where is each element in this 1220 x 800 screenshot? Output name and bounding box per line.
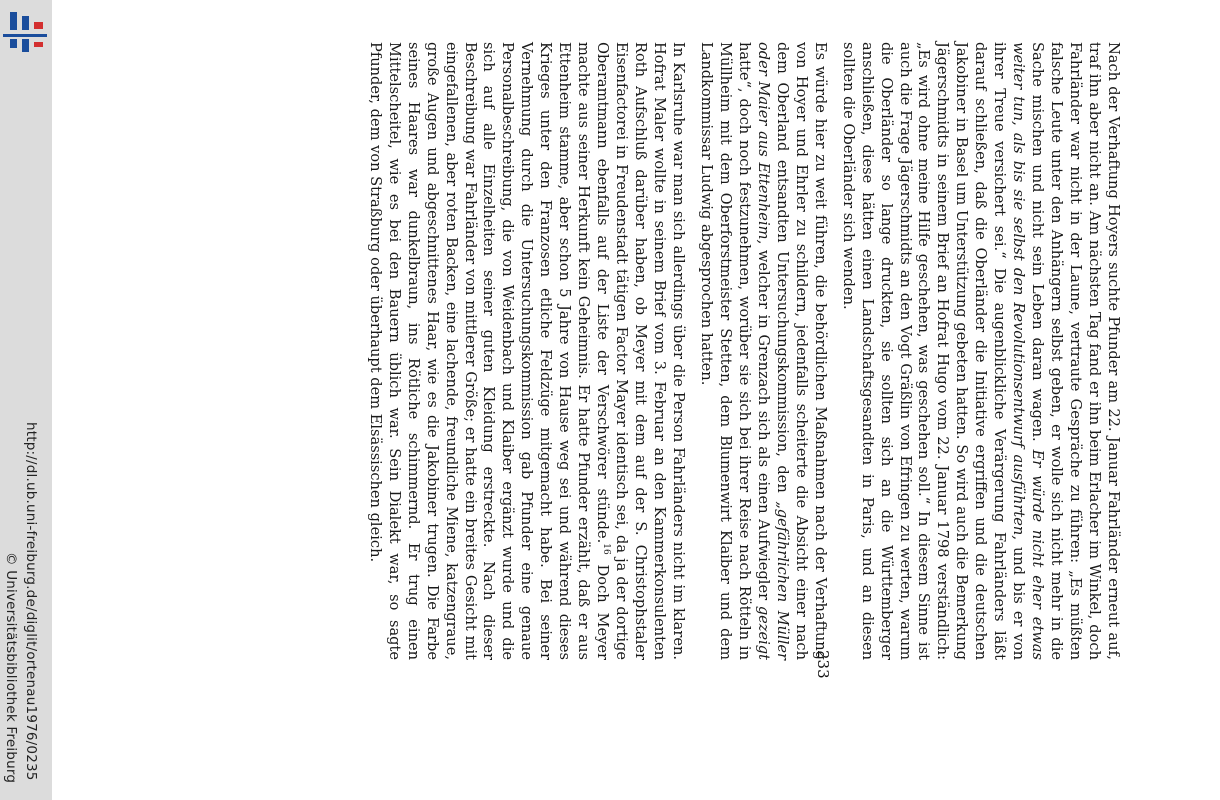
logo-graphic <box>3 12 47 52</box>
body-text <box>356 42 1122 660</box>
ub-freiburg-logo-icon <box>3 12 47 52</box>
italic-text: Er würde nicht eher etwas weiter tun, als bis sie selbst den Revolutionsentwurf ausführten, <box>1010 42 1047 660</box>
paragraph <box>838 42 1122 660</box>
italic-text: „gefährlichen Müller oder Maier aus Ettenheim, <box>754 42 791 660</box>
page-number: 233 <box>814 650 832 679</box>
watermark-url: http://dl.ub.uni-freiburg.de/diglit/ortenau1976/0235 <box>23 422 39 781</box>
footnote-marker: 16 <box>601 543 612 555</box>
text-run: welcher in Grenzach sich als einen Aufwiegler <box>754 244 772 606</box>
paragraph <box>365 42 687 660</box>
paragraph <box>696 42 829 660</box>
text-run: In Karlsruhe war man sich allerdings über die Person Fahrländers nicht im klaren. Hofrat Maler wollte in seinem Brief vom 3. Februar an den Kammerkonsulenten Roth Aufschluß darüber haben, ob Meyer mit dem auf der S. Christophstaler Eisenfactorei in Freudenstadt tätigen Factor Mayer identisch sei, da ja der dortige Oberamtmann ebenfalls auf der Liste der Verschwörer stünde. <box>594 42 688 660</box>
text-run: Nach der Verhaftung Hoyers suchte Pfunder am 22. Januar Fahrländer erneut auf, traf ihn aber nicht an. Am nächsten Tag fand er ihn beim Erlacher im Winkel, doch Fahrländer war nicht in der Laune, vertraute Gespräche zu führen: „Es müßten falsche Leute unter den Anhängern selbst geben, er wolle sich nicht mehr in die Sache mischen und nicht sein Leben daran wagen. <box>1029 42 1122 660</box>
text-run: Es würde hier zu weit führen, die behördlichen Maßnahmen nach der Verhaftung von Hoyer und Ehrler zu schildern, jedenfalls scheiterte die Absicht einer nach dem Oberland entsandten Untersuchungskommission, den <box>773 42 829 660</box>
watermark-copyright: © Universitätsbibliothek Freiburg <box>3 552 19 784</box>
text-run: Doch Meyer machte aus seiner Herkunft kein Geheimnis. Er hatte Pfunder erzählt, daß er aus Ettenheim stamme, aber schon 5 Jahre von Hause weg sei und während dieses Krieges unter den Franzosen etliche Feldzüge mitgemacht habe. Bei seiner Vernehmung durch die Untersuchungskommission gab Pfunder eine genaue Personalbeschreibung, die von Weidenbach und Klaiber ergänzt wurde und die sich auf alle Einzelheiten seiner guten Kleidung erstreckte. Nach dieser Beschreibung war Fahrländer von mittlerer Größe; er hatte ein breites Gesicht mit eingefallenen, aber roten Backen, eine lachende, freundliche Miene, katzengraue, große Augen und abgeschnittenes Haar, wie es die Jakobiner trugen. Die Farbe seines Haares war dunkelbraun, ins Rötliche schimmernd. Er trug einen Mittelscheitel, wie es bei den Bauern üblich war. Sein Dialekt war, so sagte Pfunder, dem von Straßburg oder überhaupt dem Elsässischen gleich. <box>366 42 612 660</box>
text-run: und bis er von ihrer Treue versichert sei.“ Die augenblickliche Verärgerung Fahrländers läßt darauf schließen, daß die Oberländer die Initiative ergriffen und die deutschen Jakobiner in Basel um Unterstützung gebeten hatten. So wird auch die Bemerkung Jägerschmidts in seinem Brief an Hofrat Hugo vom 22. Januar 1798 verständlich: „Es wird ohne meine Hilfe geschehen, was geschehen soll.“ In diesem Sinne ist auch die Frage Jägerschmidts an den Vogt Gräßlin von Efringen zu werten, warum die Oberländer so lange druckten, sie sollten sich an die Württemberger anschließen, diese hätten einen Landschaftsgesandten in Paris, und an diesen sollten die Oberländer sich wenden. <box>839 42 1028 660</box>
italic-text: gezeigt <box>754 605 772 660</box>
text-run: hatte“, doch noch festzunehmen, worüber sie sich bei ihrer Reise nach Rötteln in Müllheim mit dem Oberforstmeister Stetten, dem Blumenwirt Klaiber und dem Landkommissar Ludwig abgesprochen hatten. <box>697 42 753 660</box>
